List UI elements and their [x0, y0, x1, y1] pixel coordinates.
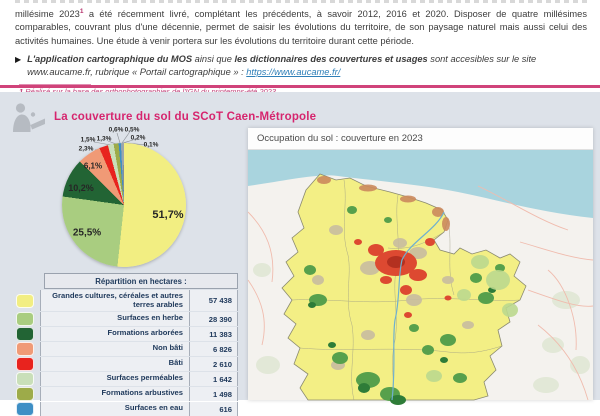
- pie-label-arbustives: 1,3%: [96, 135, 112, 143]
- intro-paragraph-start: millésime 2023: [15, 9, 80, 20]
- bullet-item: [15, 53, 587, 80]
- legend-label: Grandes cultures, céréales et autres terres arables: [40, 290, 189, 311]
- table-row: [16, 357, 238, 371]
- legend-label: Surfaces en eau: [40, 402, 189, 416]
- pie-label-formations-arborees: 10,2%: [68, 183, 94, 193]
- pie-label-slice-01: 0,1%: [143, 141, 159, 149]
- legend-value: 1 498: [189, 387, 238, 401]
- legend-value: 616: [189, 402, 238, 416]
- legend-color-swatch: [16, 402, 34, 416]
- legend-label: Non bâti: [40, 342, 189, 356]
- table-row: [16, 402, 238, 416]
- legend-table: [16, 273, 238, 416]
- legend-value: 28 390: [189, 312, 238, 326]
- pie-label-eau: 0,6%: [108, 126, 124, 134]
- intro-paragraph: [15, 5, 587, 48]
- intro-paragraph-rest: a été récemment livré, complétant les précédents, à savoir 2012, 2016 et 2020. Disposer de quatre millésimes comparables, couvrant plus d'une décennie, permet de saisir les évolutions du territoire, de son paysage naturel mais aussi celui des activités humaines. Une étude à venir portera sur les évolutions du territoire durant cette période.: [15, 9, 587, 46]
- bullet-triangle-icon: ▶: [15, 54, 22, 64]
- pie-label-permeables: 1,5%: [80, 136, 96, 144]
- legend-label: Bâti: [40, 357, 189, 371]
- map-panel: [248, 128, 593, 400]
- legend-color-swatch: [16, 312, 34, 326]
- map-title: Occupation du sol : couverture en 2023: [248, 128, 593, 150]
- pie-chart-area: [0, 125, 240, 287]
- footnote-ref-superscript: 1: [79, 8, 84, 15]
- table-row: [16, 290, 238, 311]
- pie-chart: [62, 143, 186, 267]
- land-cover-map: [248, 150, 593, 400]
- bullet-mid-1: ainsi que: [192, 53, 235, 64]
- legend-table-header: Répartition en hectares :: [44, 273, 238, 289]
- legend-value: 1 642: [189, 372, 238, 386]
- bullet-text: [27, 53, 587, 80]
- pie-label-slice-02: 0,2%: [130, 134, 146, 142]
- legend-value: 2 610: [189, 357, 238, 371]
- table-row: [16, 327, 238, 341]
- legend-color-swatch: [16, 387, 34, 401]
- bullet-bold-1: L'application cartographique du MOS: [27, 53, 193, 64]
- pie-label-bati: 2,3%: [78, 145, 94, 153]
- pie-label-non-bati: 6,1%: [83, 161, 103, 171]
- legend-color-swatch: [16, 294, 34, 308]
- table-row: [16, 387, 238, 401]
- pie-label-grandes-cultures: 51,7%: [152, 209, 184, 221]
- legend-value: 11 383: [189, 327, 238, 341]
- land-cover-section: [0, 92, 600, 414]
- bullet-bold-2: les dictionnaires des couvertures et usages: [234, 53, 428, 64]
- table-row: [16, 312, 238, 326]
- legend-label: Surfaces en herbe: [40, 312, 189, 326]
- legend-color-swatch: [16, 357, 34, 371]
- table-row: [16, 372, 238, 386]
- magenta-divider: [0, 85, 600, 88]
- pie-label-surfaces-en-herbe: 25,5%: [72, 227, 102, 239]
- legend-color-swatch: [16, 342, 34, 356]
- aucame-link[interactable]: https://www.aucame.fr/: [246, 67, 341, 78]
- legend-color-swatch: [16, 372, 34, 386]
- legend-value: 6 826: [189, 342, 238, 356]
- table-row: [16, 342, 238, 356]
- intro-text-block: [15, 0, 587, 96]
- legend-label: Formations arborées: [40, 327, 189, 341]
- legend-rows: [16, 290, 238, 416]
- bullet-mid-2: sont accesibles sur le site www.aucame.fr, rubrique « Portail cartographique » :: [27, 53, 537, 78]
- legend-value: 57 438: [189, 290, 238, 311]
- clipped-previous-line: [15, 0, 587, 3]
- legend-color-swatch: [16, 327, 34, 341]
- pie-label-slice-05: 0,5%: [124, 126, 140, 134]
- section-title: La couverture du sol du SCoT Caen-Métropole: [54, 111, 317, 123]
- legend-label: Surfaces perméables: [40, 372, 189, 386]
- legend-label: Formations arbustives: [40, 387, 189, 401]
